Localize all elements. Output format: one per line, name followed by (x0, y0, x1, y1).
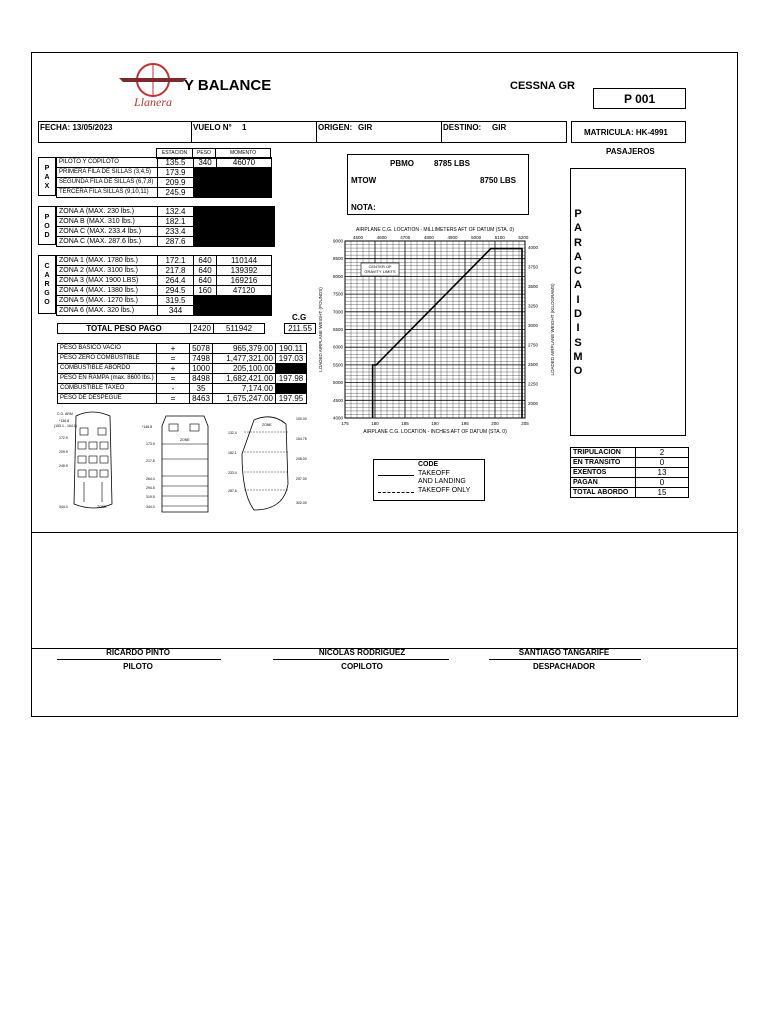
pasajeros-letter: A (574, 222, 582, 235)
weight-limits-box (347, 154, 529, 215)
op-cell: = (157, 354, 190, 364)
pasajeros-letter: O (573, 365, 583, 378)
y-tick-label: 9000 (332, 238, 343, 244)
top-tick-label: 4800 (423, 235, 434, 240)
row-label: ZONA C (MAX. 287.6 lbs.) (57, 237, 158, 247)
cargo-letter: G (44, 290, 50, 297)
x-tick-label: 205 (521, 421, 529, 426)
pod-letter: P (44, 214, 50, 221)
blank-cell (194, 168, 272, 178)
destino-label: DESTINO: (443, 123, 482, 132)
table-row (571, 458, 689, 468)
table-row (58, 384, 307, 394)
total-row (57, 323, 265, 334)
crew-label: TOTAL ABORDO (571, 488, 636, 498)
estacion-cell: 264.4 (158, 276, 194, 286)
row-label: ZONA 4 (MAX. 1380 lbs.) (57, 286, 158, 296)
station-label: 208.00 (296, 457, 307, 461)
col-peso: PESO (193, 149, 216, 159)
cargo-letter: R (44, 281, 50, 288)
peso-cell: 340 (194, 158, 217, 168)
station-label: 319.5 (146, 495, 155, 499)
top-tick-label: 4900 (447, 235, 458, 240)
pax-section-label (38, 157, 56, 196)
cg-heading: C.G (292, 313, 307, 322)
peso-cell: 8463 (190, 394, 213, 404)
momento-cell: 205,100.00 (213, 364, 276, 374)
pasajeros-letter: I (576, 322, 580, 335)
peso-cell: 8498 (190, 374, 213, 384)
y-tick-label: 7000 (332, 309, 343, 315)
table-row (57, 266, 272, 276)
row-label: ZONA 2 (MAX. 3100 lbs.) (57, 266, 158, 276)
estacion-cell: 173.9 (158, 168, 194, 178)
pilot-name: RICARDO PINTO (106, 648, 170, 657)
pasajeros-heading: PASAJEROS (606, 147, 655, 156)
pasajeros-letter: S (574, 336, 582, 349)
estacion-cell: 294.5 (158, 286, 194, 296)
table-row (58, 374, 307, 384)
pax-letters (39, 164, 55, 191)
momento-cell: 47120 (217, 286, 272, 296)
zone-label: ZONE (97, 505, 107, 509)
station-label: 245.9 (59, 464, 68, 468)
x-tick-label: 175 (341, 421, 349, 426)
station-label: 344.0 (59, 505, 68, 509)
station-label: *146.8 (142, 425, 153, 429)
right-tick-label: 2000 (528, 401, 539, 407)
company-logo (117, 58, 189, 110)
aircraft-side-seating-diagram (54, 408, 129, 514)
fecha-field: FECHA: 13/05/2023 (40, 123, 113, 132)
matricula: MATRICULA: HK-4991 (584, 128, 668, 137)
page-number: P 001 (624, 92, 656, 106)
legend-takeoff: TAKEOFF (418, 470, 450, 477)
row-label: PILOTO Y COPILOTO (57, 158, 158, 168)
legend-title: CODE (418, 461, 439, 468)
estacion-cell: 217.8 (158, 266, 194, 276)
cargo-section-label (38, 255, 56, 314)
y2-axis-title: LOADED AIRPLANE WEIGHT (KILOGRAMS) (550, 283, 555, 376)
pasajeros-letter: M (573, 350, 583, 363)
right-tick-label: 4000 (528, 244, 539, 250)
section-divider (31, 532, 737, 533)
row-label: ZONA 1 (MAX. 1780 lbs.) (57, 256, 158, 266)
station-label: 217.8 (146, 459, 155, 463)
cg-arm-label: C.G. ARM (57, 412, 73, 416)
cell-divider (316, 121, 317, 143)
pbmo-label: PBMO (390, 159, 414, 168)
station-label: 264.4 (146, 477, 155, 481)
legend-takeoff-only: TAKEOFF ONLY (418, 487, 471, 494)
x-tick-label: 185 (401, 421, 409, 426)
row-label: COMBUSTIBLE TAXEO (58, 384, 157, 394)
y-tick-label: 4000 (332, 415, 343, 421)
cg-envelope-chart (318, 216, 558, 456)
momento-cell: 965,379.00 (213, 344, 276, 354)
station-label: 257.00 (296, 477, 307, 481)
row-label: COMBUSTIBLE ABORDO (58, 364, 157, 374)
pasajeros-letter: C (574, 265, 582, 278)
cargo-letter: C (44, 263, 50, 270)
right-tick-label: 3750 (528, 264, 539, 270)
copilot-name: NICOLAS RODRIGUEZ (318, 648, 406, 657)
row-label: ZONA 5 (MAX. 1270 lbs.) (57, 296, 158, 306)
x-tick-label: 195 (461, 421, 469, 426)
table-row (57, 188, 272, 198)
x-tick-label: 180 (371, 421, 379, 426)
origen-value: GIR (358, 123, 373, 132)
estacion-cell: 344 (158, 306, 194, 316)
estacion-cell: 233.4 (158, 227, 194, 237)
vuelo-label: VUELO N° (193, 123, 232, 132)
top-tick-label: 5100 (494, 235, 505, 240)
cg-limits-label: GRAVITY LIMITS (364, 269, 396, 274)
total-cg (284, 323, 316, 334)
blank-cell (194, 227, 275, 237)
row-label: ZONA A (MAX. 230 lbs.) (57, 207, 158, 217)
right-tick-label: 3250 (528, 303, 539, 309)
table-row (57, 237, 275, 247)
momento-cell: 139392 (217, 266, 272, 276)
estacion-cell: 319.5 (158, 296, 194, 306)
mtow-label: MTOW (351, 176, 377, 185)
right-tick-label: 2250 (528, 381, 539, 387)
summary-table (57, 343, 307, 404)
crew-value: 0 (636, 478, 689, 488)
op-cell: + (157, 364, 190, 374)
legend-dashed-line (378, 492, 414, 493)
top-tick-label: 4600 (376, 235, 387, 240)
cargo-table (56, 255, 272, 316)
pbmo-value: 8785 LBS (434, 159, 471, 168)
copilot-signature-line (273, 659, 449, 660)
top-tick-label: 5200 (518, 235, 529, 240)
estacion-cell: 135.5 (158, 158, 194, 168)
form-title: Y BALANCE (184, 77, 272, 94)
blank-cell (194, 207, 275, 217)
flight-info-row (38, 121, 567, 143)
legend-and-landing: AND LANDING (418, 478, 466, 485)
blank-cell (194, 296, 272, 306)
total-label: TOTAL PESO PAGO (58, 324, 191, 334)
crew-value: 15 (636, 488, 689, 498)
y-tick-label: 4500 (332, 397, 343, 403)
table-row (57, 306, 272, 316)
table-row (57, 168, 272, 178)
col-momento: MOMENTO (216, 149, 271, 159)
top-tick-label: 4700 (400, 235, 411, 240)
table-row (571, 488, 689, 498)
peso-cell: 35 (190, 384, 213, 394)
estacion-cell: 209.9 (158, 178, 194, 188)
pod-letter: O (44, 223, 50, 230)
crew-label: TRIPULACION (571, 448, 636, 458)
mtow-value: 8750 LBS (480, 176, 517, 185)
momento-cell: 169216 (217, 276, 272, 286)
table-row (57, 256, 272, 266)
pilot-role: PILOTO (123, 662, 153, 671)
right-tick-label: 2750 (528, 342, 539, 348)
pasajeros-letter: I (576, 293, 580, 306)
station-label: 154.75 (296, 437, 307, 441)
row-label: ZONA C (MAX. 233.4 lbs.) (57, 227, 158, 237)
row-label: TERCERA FILA SILLAS (9,10,11) (57, 188, 158, 198)
total-cg-value: 211.55 (285, 324, 316, 334)
dispatcher-signature-line (489, 659, 641, 660)
matricula-box (571, 121, 686, 143)
dispatcher-name: SANTIAGO TANGARIFE (518, 648, 610, 657)
blank-cell (194, 237, 275, 247)
top-tick-label: 5000 (471, 235, 482, 240)
estacion-cell: 182.1 (158, 217, 194, 227)
cabin-cargo-zone-diagram (140, 414, 214, 514)
pod-table (56, 206, 275, 247)
table-row (571, 448, 689, 458)
peso-cell: 640 (194, 266, 217, 276)
right-tick-label: 3500 (528, 283, 539, 289)
peso-cell: 640 (194, 256, 217, 266)
station-label: 302.00 (296, 501, 307, 505)
momento-cell: 1,477,321.00 (213, 354, 276, 364)
row-label: ZONA B (MAX. 310 lbs.) (57, 217, 158, 227)
pasajeros-letter: A (574, 250, 582, 263)
origen-label: ORIGEN: (318, 123, 353, 132)
y-tick-label: 6000 (332, 344, 343, 350)
station-label: 344.0 (146, 505, 155, 509)
pax-letter: A (44, 174, 50, 181)
row-label: PESO DE DESPEGUE (58, 394, 157, 404)
row-label: PESO BASICO VACIO (58, 344, 157, 354)
chart-legend (373, 459, 485, 501)
station-label: 100.00 (296, 417, 307, 421)
y-tick-label: 6500 (332, 327, 343, 332)
pasajeros-box (570, 168, 686, 436)
blank-cell (194, 188, 272, 198)
destino-value: GIR (492, 123, 507, 132)
crew-label: EN TRANSITO (571, 458, 636, 468)
momento-cell: 110144 (217, 256, 272, 266)
total-momento: 511942 (214, 324, 265, 334)
blank-cell (194, 217, 275, 227)
crew-value: 0 (636, 458, 689, 468)
right-tick-label: 3000 (528, 322, 539, 328)
blank-cell (194, 306, 272, 316)
col-estacion: ESTACION (157, 149, 193, 159)
peso-cell: 1000 (190, 364, 213, 374)
pasajeros-letter: D (574, 308, 582, 321)
pasajeros-letter: A (574, 279, 582, 292)
row-label: PESO ZERO COMBUSTIBLE (58, 354, 157, 364)
row-label: ZONA 3 (MAX 1900 LBS) (57, 276, 158, 286)
station-label: 172.9 (59, 436, 68, 440)
cell-divider (191, 121, 192, 143)
table-row (58, 344, 307, 354)
peso-cell: 160 (194, 286, 217, 296)
table-row (57, 276, 272, 286)
momento-cell: 1,675,247.00 (213, 394, 276, 404)
estacion-cell: 287.6 (158, 237, 194, 247)
op-cell: = (157, 394, 190, 404)
table-row (57, 227, 275, 237)
pasajeros-letter: R (574, 236, 582, 249)
legend-solid-line (378, 475, 414, 476)
y-tick-label: 5000 (332, 380, 343, 386)
cell-divider (441, 121, 442, 143)
cargo-letter: O (44, 299, 50, 306)
cg-cell: 190.11 (276, 344, 307, 354)
zone-label: ZONE (180, 438, 190, 442)
estacion-cell: 245.9 (158, 188, 194, 198)
row-label: SEGUNDA FILA DE SILLAS (6,7,8) (57, 178, 158, 188)
cargo-pod-diagram (224, 414, 316, 514)
station-label: 132.4 (228, 431, 237, 435)
blank-cell (276, 384, 307, 394)
table-row (57, 286, 272, 296)
top-axis-title: AIRPLANE C.G. LOCATION - MILLIMETERS AFT OF DATUM (STA. 0) (356, 227, 514, 233)
copilot-role: COPILOTO (341, 662, 383, 671)
pasajeros-letter: P (574, 208, 582, 220)
op-cell: - (157, 384, 190, 394)
aircraft-type: CESSNA GR (510, 80, 575, 92)
vuelo-value: 1 (242, 123, 247, 132)
peso-cell: 640 (194, 276, 217, 286)
x-tick-label: 200 (491, 421, 499, 426)
pax-letter: X (44, 183, 50, 190)
pax-table (56, 157, 272, 198)
cg-cell: 197.03 (276, 354, 307, 364)
table-row (571, 468, 689, 478)
station-label: 233.4 (228, 471, 237, 475)
crew-value: 2 (636, 448, 689, 458)
pax-letter: P (44, 165, 50, 172)
y-tick-label: 5500 (332, 362, 343, 368)
row-label: ZONA 6 (MAX. 320 lbs.) (57, 306, 158, 316)
station-label: 294.5 (146, 486, 155, 490)
zone-label: ZONE (262, 423, 272, 427)
pod-letter: D (44, 232, 50, 239)
y-tick-label: 8000 (332, 273, 343, 279)
row-label: PRIMERA FILA DE SILLAS (3,4,5) (57, 168, 158, 178)
momento-cell: 7,174.00 (213, 384, 276, 394)
pod-section-label (38, 206, 56, 245)
cargo-letters (39, 262, 55, 307)
y-tick-label: 8500 (332, 256, 343, 262)
station-label: (153.1 - 164.1) (54, 424, 77, 428)
station-label: 182.1 (228, 451, 237, 455)
estacion-cell: 132.4 (158, 207, 194, 217)
cg-cell: 197.98 (276, 374, 307, 384)
station-label: 209.9 (59, 450, 68, 454)
x-axis-title: AIRPLANE C.G. LOCATION - INCHES AFT OF DATUM (STA. 0) (363, 429, 507, 435)
op-cell: + (157, 344, 190, 354)
right-tick-label: 2500 (528, 361, 539, 367)
pod-letters (39, 213, 55, 240)
station-label: *136.8 (59, 419, 70, 423)
momento-cell: 1,682,421.00 (213, 374, 276, 384)
estacion-cell: 172.1 (158, 256, 194, 266)
page-number-box (593, 88, 686, 109)
peso-cell: 7498 (190, 354, 213, 364)
logo-text: Llanera (133, 95, 173, 109)
table-row (58, 364, 307, 374)
crew-label: PAGAN (571, 478, 636, 488)
table-row (571, 478, 689, 488)
crew-value: 13 (636, 468, 689, 478)
x-tick-label: 190 (431, 421, 439, 426)
table-row (57, 207, 275, 217)
blank-cell (276, 364, 307, 374)
pilot-signature-line (57, 659, 221, 660)
peso-cell: 5078 (190, 344, 213, 354)
table-row (58, 354, 307, 364)
momento-cell: 46070 (217, 158, 272, 168)
table-row (58, 394, 307, 404)
y-axis-title: LOADED AIRPLANE WEIGHT (POUNDS) (318, 287, 323, 372)
dispatcher-role: DESPACHADOR (532, 662, 596, 671)
station-label: 287.6 (228, 489, 237, 493)
row-label: PESO EN RAMPA (max. 8600 lbs.) (58, 374, 157, 384)
crew-label: EXENTOS (571, 468, 636, 478)
crew-table (570, 447, 689, 498)
blank-cell (194, 178, 272, 188)
cg-limits-label: CENTER OF (368, 264, 392, 269)
top-tick-label: 4500 (352, 235, 363, 240)
op-cell: = (157, 374, 190, 384)
table-row (57, 296, 272, 306)
table-row (57, 178, 272, 188)
y-tick-label: 7500 (332, 291, 343, 297)
table-row (57, 217, 275, 227)
cg-cell: 197.95 (276, 394, 307, 404)
cargo-letter: A (44, 272, 50, 279)
pasajeros-text (571, 207, 585, 379)
table-row (57, 158, 272, 168)
total-peso: 2420 (191, 324, 214, 334)
station-label: 173.9 (146, 442, 155, 446)
nota-label: NOTA: (351, 203, 376, 212)
